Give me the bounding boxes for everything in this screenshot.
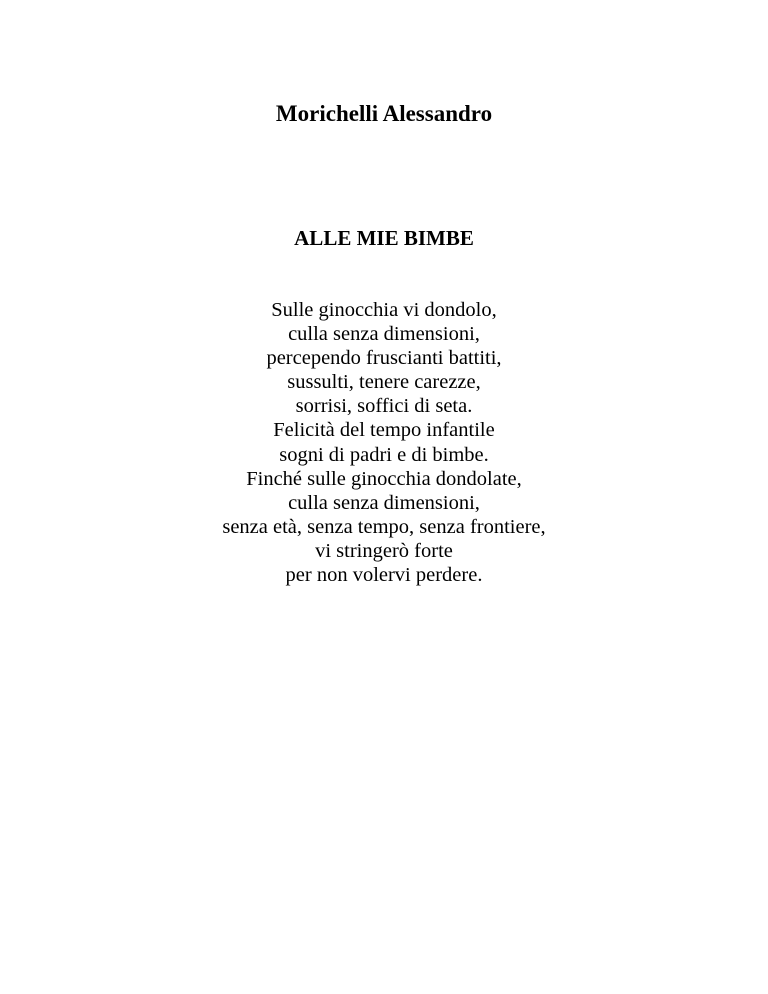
poem-line: senza età, senza tempo, senza frontiere,	[222, 515, 546, 538]
poem-line: culla senza dimensioni,	[288, 323, 480, 346]
poem-line: vi stringerò forte	[315, 539, 453, 562]
poem-line: sogni di padri e di bimbe.	[279, 443, 489, 466]
poem-line: sussulti, tenere carezze,	[287, 371, 481, 394]
poem-title: ALLE MIE BIMBE	[294, 226, 474, 250]
poem-line: per non volervi perdere.	[285, 564, 483, 587]
poem-line: culla senza dimensioni,	[288, 491, 480, 514]
poem-line: Felicità del tempo infantile	[273, 419, 495, 442]
poem-body	[0, 298, 768, 587]
poem-line: Sulle ginocchia vi dondolo,	[271, 299, 497, 321]
poem-line: percependo fruscianti battiti,	[266, 347, 502, 370]
poem-line: sorrisi, soffici di seta.	[295, 395, 473, 418]
author-name: Morichelli Alessandro	[275, 101, 493, 126]
poem-line: Finché sulle ginocchia dondolate,	[246, 467, 522, 490]
